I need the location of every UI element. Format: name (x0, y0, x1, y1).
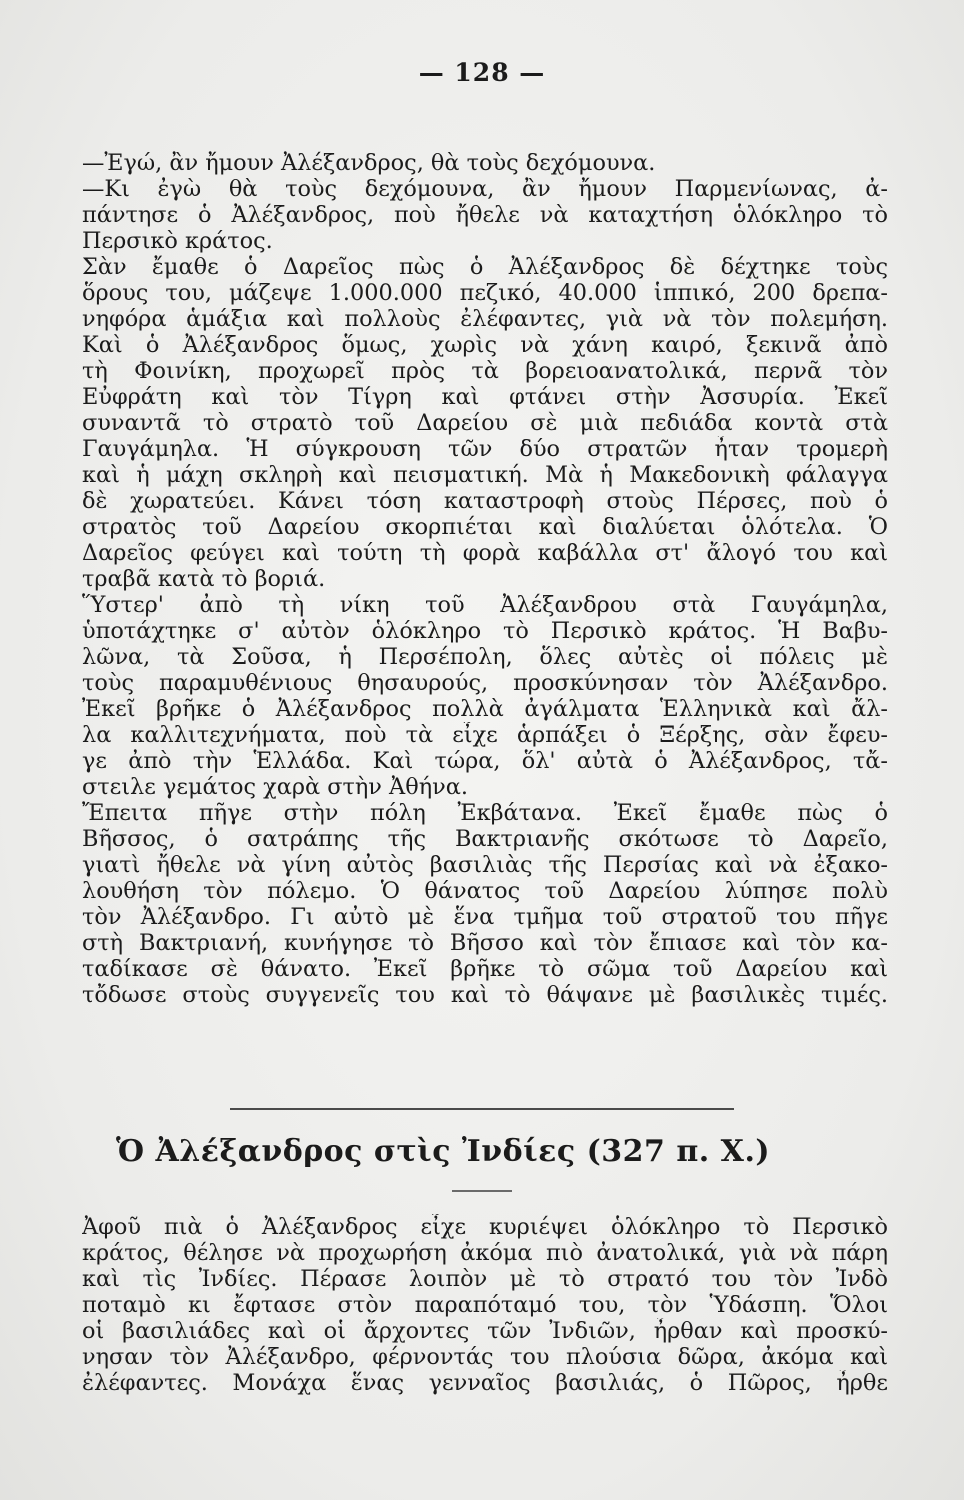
text-line: ὑποτάχτηκε σ' αὐτὸν ὁλόκληρο τὸ Περσικὸ κράτος. Ἡ Βαβυ- (82, 618, 888, 644)
text-line: Δαρεῖος φεύγει καὶ τούτη τὴ φορὰ καβάλλα στ' ἄλογό του καὶ (82, 540, 888, 566)
text-line: ὅρους του, μάζεψε 1.000.000 πεζικό, 40.000 ἱππικό, 200 δρεπα- (82, 280, 888, 306)
text-line: στρατὸς τοῦ Δαρείου σκορπιέται καὶ διαλύεται ὁλότελα. Ὁ (82, 514, 888, 540)
text-line: καὶ τὶς Ἰνδίες. Πέρασε λοιπὸν μὲ τὸ στρατό του τὸν Ἰνδὸ (82, 1266, 888, 1292)
text-line: Ἔπειτα πῆγε στὴν πόλη Ἐκβάτανα. Ἐκεῖ ἔμαθε πὼς ὁ (82, 800, 888, 826)
heading-underline (452, 1190, 512, 1192)
text-line: Εὐφράτη καὶ τὸν Τίγρη καὶ φτάνει στὴν Ἀσσυρία. Ἐκεῖ (82, 384, 888, 410)
text-line: τὴ Φοινίκη, προχωρεῖ πρὸς τὰ βορειοανατολικά, περνᾶ τὸν (82, 358, 888, 384)
text-line: τὸν Ἀλέξανδρο. Γι αὐτὸ μὲ ἕνα τμῆμα τοῦ στρατοῦ του πῆγε (82, 904, 888, 930)
text-line: λουθήση τὸν πόλεμο. Ὁ θάνατος τοῦ Δαρείου λύπησε πολὺ (82, 878, 888, 904)
section-heading: Ὁ Ἀλέξανδρος στὶς Ἰνδίες (327 π. Χ.) (116, 1134, 771, 1169)
text-line: στειλε γεμάτος χαρὰ στὴν Ἀθήνα. (82, 774, 468, 800)
text-line: —Ἐγώ, ἂν ἤμουν Ἀλέξανδρος, θὰ τοὺς δεχόμουνα. (82, 150, 656, 176)
text-block-alexander-india (82, 1214, 888, 1396)
text-line: τὄδωσε στοὺς συγγενεῖς του καὶ τὸ θάψανε μὲ βασιλικὲς τιμές. (82, 982, 888, 1008)
text-line: κράτος, θέλησε νὰ προχωρήση ἀκόμα πιὸ ἀνατολικά, γιὰ νὰ πάρη (82, 1240, 888, 1266)
text-line: Περσικὸ κράτος. (82, 228, 273, 254)
text-line: στὴ Βακτριανή, κυνήγησε τὸ Βῆσσο καὶ τὸν ἔπιασε καὶ τὸν κα- (82, 930, 888, 956)
text-line: οἱ βασιλιάδες καὶ οἱ ἄρχοντες τῶν Ἰνδιῶν, ἦρθαν καὶ προσκύ- (82, 1318, 888, 1344)
text-line: ποταμὸ κι ἔφτασε στὸν παραπόταμό του, τὸν Ὑδάσπη. Ὅλοι (82, 1292, 888, 1318)
text-block-alexander-darius (82, 150, 888, 1008)
text-line: πάντησε ὁ Ἀλέξανδρος, ποὺ ἤθελε νὰ καταχτήση ὁλόκληρο τὸ (82, 202, 888, 228)
text-line: Βῆσσος, ὁ σατράπης τῆς Βακτριανῆς σκότωσε τὸ Δαρεῖο, (82, 826, 888, 852)
text-line: Ἀφοῦ πιὰ ὁ Ἀλέξανδρος εἶχε κυριέψει ὁλόκληρο τὸ Περσικὸ (82, 1214, 888, 1240)
text-line: —Κι ἐγὼ θὰ τοὺς δεχόμουνα, ἂν ἤμουν Παρμενίωνας, ἀ- (82, 176, 888, 202)
text-line: καὶ ἡ μάχη σκληρὴ καὶ πεισματική. Μὰ ἡ Μακεδονικὴ φάλαγγα (82, 462, 888, 488)
text-line: Ὕστερ' ἀπὸ τὴ νίκη τοῦ Ἀλέξανδρου στὰ Γαυγάμηλα, (82, 592, 888, 618)
text-line: λῶνα, τὰ Σοῦσα, ἡ Περσέπολη, ὅλες αὐτὲς οἱ πόλεις μὲ (82, 644, 888, 670)
text-line: γιατὶ ἤθελε νὰ γίνη αὐτὸς βασιλιὰς τῆς Περσίας καὶ νὰ ἐξακο- (82, 852, 888, 878)
text-line: ἐλέφαντες. Μονάχα ἕνας γενναῖος βασιλιάς, ὁ Πῶρος, ἦρθε (82, 1370, 888, 1396)
text-line: ταδίκασε σὲ θάνατο. Ἐκεῖ βρῆκε τὸ σῶμα τοῦ Δαρείου καὶ (82, 956, 888, 982)
text-line: λα καλλιτεχνήματα, ποὺ τὰ εἶχε ἁρπάξει ὁ Ξέρξης, σὰν ἔφευ- (82, 722, 888, 748)
text-line: Καὶ ὁ Ἀλέξανδρος ὅμως, χωρὶς νὰ χάνη καιρό, ξεκινᾶ ἀπὸ (82, 332, 888, 358)
text-line: τραβᾶ κατὰ τὸ βοριά. (82, 566, 326, 592)
text-line: Ἐκεῖ βρῆκε ὁ Ἀλέξανδρος πολλὰ ἀγάλματα Ἑλληνικὰ καὶ ἄλ- (82, 696, 888, 722)
text-line: τοὺς παραμυθένιους θησαυρούς, προσκύνησαν τὸν Ἀλέξανδρο. (82, 670, 888, 696)
text-line: γε ἀπὸ τὴν Ἑλλάδα. Καὶ τώρα, ὅλ' αὐτὰ ὁ Ἀλέξανδρος, τἄ- (82, 748, 888, 774)
text-line: Γαυγάμηλα. Ἡ σύγκρουση τῶν δύο στρατῶν ἦταν τρομερὴ (82, 436, 888, 462)
text-line: νηφόρα ἁμάξια καὶ πολλοὺς ἐλέφαντες, γιὰ νὰ τὸν πολεμήση. (82, 306, 888, 332)
text-line: δὲ χωρατεύει. Κάνει τόση καταστροφὴ στοὺς Πέρσες, ποὺ ὁ (82, 488, 888, 514)
text-line: συναντᾶ τὸ στρατὸ τοῦ Δαρείου σὲ μιὰ πεδιάδα κοντὰ στὰ (82, 410, 888, 436)
section-divider (230, 1108, 734, 1110)
text-line: νησαν τὸν Ἀλέξανδρο, φέρνοντάς του πλούσια δῶρα, ἀκόμα καὶ (82, 1344, 888, 1370)
page-number: — 128 — (418, 58, 546, 87)
text-line: Σὰν ἔμαθε ὁ Δαρεῖος πὼς ὁ Ἀλέξανδρος δὲ δέχτηκε τοὺς (82, 254, 888, 280)
